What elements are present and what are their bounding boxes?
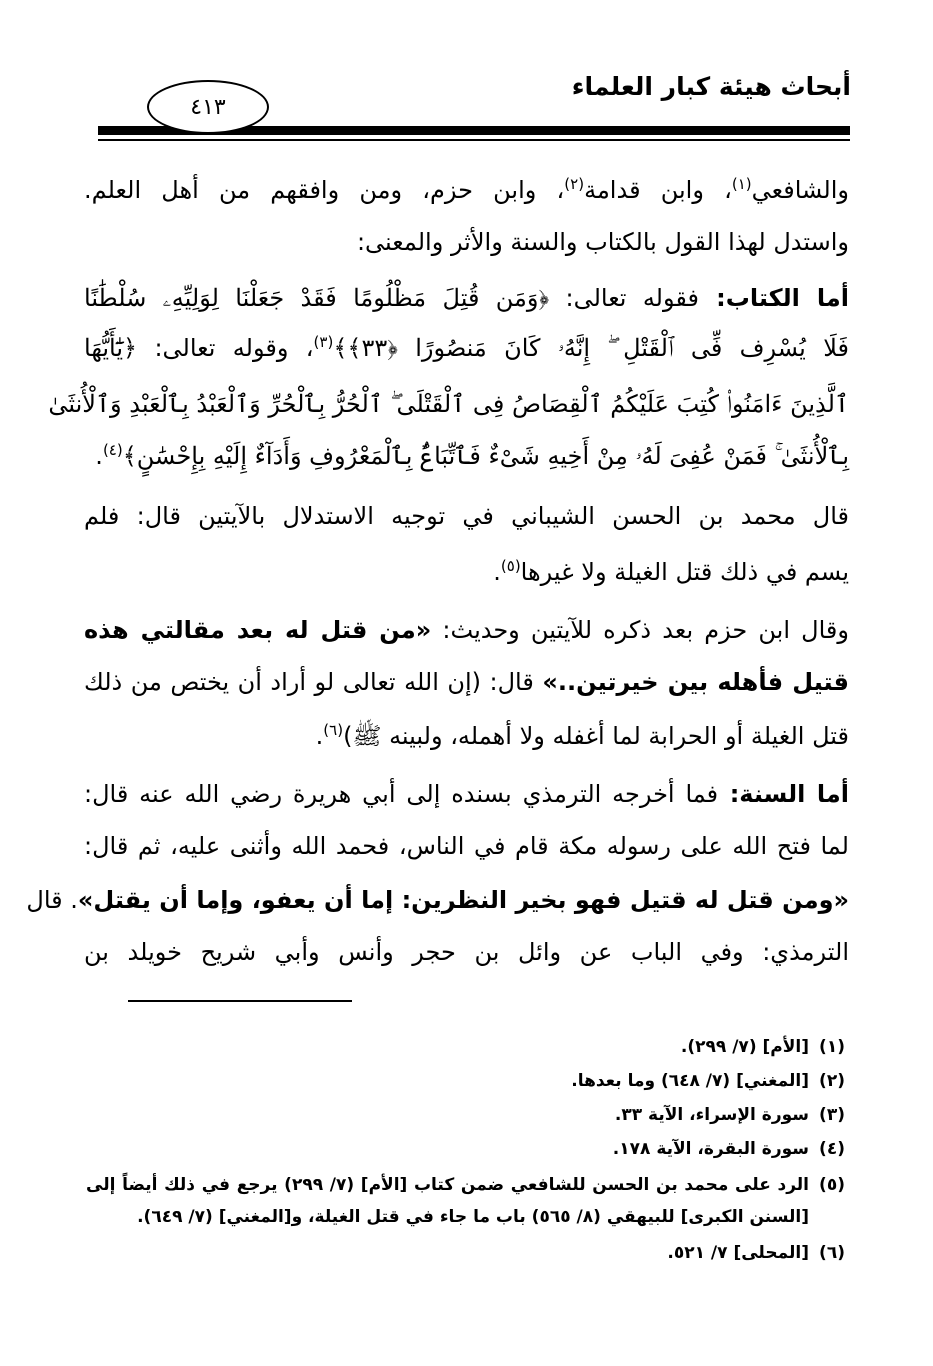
text-segment: «من قتل له بعد مقالتي هذه	[84, 616, 432, 644]
text-segment: ، وابن قدامة	[584, 176, 732, 204]
quran-verse: بِٱلْأُنثَىٰ ۚ فَمَنْ عُفِىَ لَهُۥ مِنْ أَخِيهِ شَىْءٌ فَٱتِّبَاعٌۢ بِٱلْمَعْرُوفِ وَأَدَآءٌ إِلَيْهِ بِإِحْسَٰنٍ﴾	[122, 442, 849, 470]
footnote-ref: (٤)	[102, 441, 123, 459]
text-segment: أما السنة:	[718, 780, 849, 808]
text-segment: يسم في ذلك قتل الغيلة ولا غيرها	[520, 558, 849, 586]
footnote	[86, 1240, 845, 1266]
text-segment: قال محمد بن الحسن الشيباني في توجيه الاستدلال بالآيتين قال: فلم	[84, 502, 849, 530]
header-rule-thin	[98, 139, 850, 141]
text-line	[84, 496, 849, 540]
quran-verse: فَلَا يُسْرِف فِّى ٱلْقَتْلِ ۖ إِنَّهُۥ كَانَ مَنصُورًا ﴿٣٣﴾﴾	[333, 334, 850, 362]
footnote-number: (٢)	[819, 1071, 845, 1091]
footnote	[86, 1068, 845, 1094]
text-segment: قتل الغيلة أو الحرابة لما أغفله ولا أهمله، ولبينه ﷺ)	[343, 722, 849, 750]
text-segment: واستدل لهذا القول بالكتاب والسنة والأثر والمعنى:	[356, 228, 849, 256]
text-segment: ، وابن حزم، ومن وافقهم من أهل العلم.	[84, 176, 565, 204]
text-segment: لما فتح الله على رسوله مكة قام في الناس، فحمد الله وأثنى عليه، ثم قال:	[84, 832, 849, 860]
text-segment: . قال	[26, 886, 78, 914]
page-number: ٤١٣	[147, 80, 269, 134]
text-line	[48, 384, 849, 428]
footnote-number: (١)	[819, 1037, 845, 1057]
text-line	[84, 170, 849, 214]
footnote-text: الرد على محمد بن الحسن للشافعي ضمن كتاب [الأم] (٧/ ٢٩٩) يرجع في ذلك أيضاً إلى	[86, 1175, 809, 1195]
footnote-text: [المغني] (٧/ ٦٤٨) وما بعدها.	[571, 1071, 809, 1091]
footnote-ref: (٢)	[564, 175, 585, 193]
footnote-ref: (٦)	[323, 721, 344, 739]
footnote-number: (٣)	[819, 1105, 845, 1125]
text-line	[84, 436, 849, 480]
footnote-ref: (٥)	[500, 557, 521, 575]
footnote-ref: (١)	[731, 175, 752, 193]
footnote-text: [المحلى] ٧/ ٥٢١.	[667, 1243, 809, 1263]
text-segment: وقال ابن حزم بعد ذكره للآيتين وحديث:	[431, 616, 849, 644]
footnote	[86, 1172, 845, 1198]
text-line	[84, 774, 849, 818]
text-line	[84, 716, 849, 760]
footnote-continuation: [السنن الكبرى] للبيهقي (٨/ ٥٦٥) باب ما جاء في قتل الغيلة، و[المغني] (٧/ ٦٤٩).	[137, 1207, 809, 1227]
text-segment: الترمذي: وفي الباب عن وائل بن حجر وأنس وأبي شريح خويلد بن	[84, 938, 849, 966]
text-line	[26, 880, 849, 924]
footnote	[86, 1136, 845, 1162]
text-segment: فقوله تعالى:	[549, 284, 700, 312]
text-segment: .	[95, 442, 103, 470]
quran-verse: ٱلَّذِينَ ءَامَنُوا۟ كُتِبَ عَلَيْكُمُ ٱلْقِصَاصُ فِى ٱلْقَتْلَى ۖ ٱلْحُرُّ بِٱلْحُرِّ وَٱلْعَبْدُ بِٱلْعَبْدِ وَٱلْأُنثَىٰ	[48, 390, 849, 418]
footnote-number: (٤)	[819, 1139, 845, 1159]
text-segment: .	[493, 558, 501, 586]
text-segment: قتيل فأهله بين خيرتين..»	[542, 668, 849, 696]
text-segment: أما الكتاب:	[699, 284, 850, 312]
footnote-text: [الأم] (٧/ ٢٩٩).	[680, 1037, 809, 1057]
text-segment: فما أخرجه الترمذي بسنده إلى أبي هريرة رضي الله عنه قال:	[84, 780, 719, 808]
book-title: أبحاث هيئة كبار العلماء	[571, 72, 851, 101]
footnote	[86, 1034, 845, 1060]
footnote-number: (٥)	[819, 1175, 845, 1195]
text-segment: والشافعي	[751, 176, 850, 204]
footnote-separator	[128, 1000, 352, 1002]
text-line	[84, 932, 849, 976]
text-line	[84, 328, 849, 372]
text-segment: قال: (إن الله تعالى لو أراد أن يختص من ذلك	[84, 668, 543, 696]
text-line	[84, 662, 849, 706]
text-segment: ، وقوله تعالى:	[137, 334, 314, 362]
footnote-text: سورة الإسراء، الآية ٣٣.	[614, 1105, 809, 1125]
quran-verse: ﴿وَمَن قُتِلَ مَظْلُومًا فَقَدْ جَعَلْنَا لِوَلِيِّهِۦ سُلْطَٰنًا	[84, 284, 550, 312]
footnote-text: سورة البقرة، الآية ١٧٨.	[612, 1139, 809, 1159]
text-line	[84, 826, 849, 870]
text-line	[84, 610, 849, 654]
text-segment: «ومن قتل له قتيل فهو بخير النظرين: إما أن يعفو، وإما أن يقتل»	[77, 886, 849, 914]
text-segment: .	[315, 722, 324, 750]
text-line	[84, 278, 849, 322]
footnote-ref: (٣)	[313, 333, 334, 351]
text-line	[84, 222, 849, 266]
footnote-number: (٦)	[819, 1243, 845, 1263]
footnote	[86, 1102, 845, 1128]
quran-verse: ﴿يَٰٓأَيُّهَا	[84, 334, 138, 362]
text-line	[84, 552, 849, 596]
